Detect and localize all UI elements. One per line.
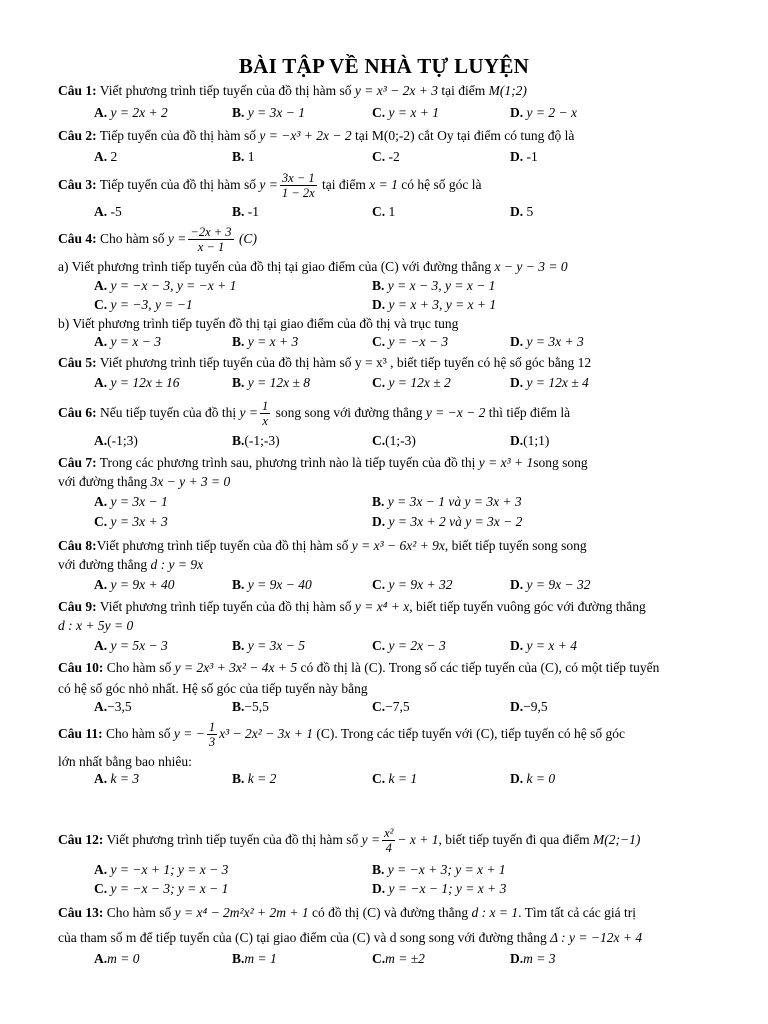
option-d[interactable]: D. y = 3x + 3 <box>510 334 584 349</box>
question-4: Câu 4: Cho hàm số y = $\frac{-2x + 3}{x - 1}$ (C) <box>58 225 257 255</box>
option-c[interactable]: C.−7,5 <box>372 699 410 714</box>
option-d[interactable]: D. y = x + 3, y = x + 1 <box>372 297 497 312</box>
option-b[interactable]: B. y = 12x ± 8 <box>232 375 311 390</box>
option-d[interactable]: D.−9,5 <box>510 699 548 714</box>
question-11-cont: lớn nhất bằng bao nhiêu: <box>58 754 192 769</box>
option-c[interactable]: C. -2 <box>372 149 400 164</box>
option-b[interactable]: B. y = 3x − 1 <box>232 105 305 120</box>
option-a[interactable]: A.(-1;3) <box>94 433 138 448</box>
option-a[interactable]: A. y = 3x − 1 <box>94 494 168 509</box>
question-11: Câu 11: Cho hàm số y = − $\frac{1}{3}$ x³ − 2x² − 3x + 1 (C). Trong các tiếp tuyến với (C), tiếp tuyến có hệ số góc <box>58 720 625 750</box>
question-9: Câu 9: Viết phương trình tiếp tuyến của đồ thị hàm số y = x⁴ + x, biết tiếp tuyến vuông góc với đường thẳng <box>58 599 646 614</box>
question-7-cont: với đường thẳng 3x − y + 3 = 0 <box>58 474 231 489</box>
option-b[interactable]: B. y = 3x − 1 và y = 3x + 3 <box>372 494 522 509</box>
question-text-2: tại điểm <box>441 83 486 98</box>
option-b[interactable]: B. 1 <box>232 149 255 164</box>
question-5: Câu 5: Viết phương trình tiếp tuyến của đồ thị hàm số y = x³ , biết tiếp tuyến có hệ số góc bằng 12 <box>58 355 592 370</box>
question-13: Câu 13: Cho hàm số y = x⁴ − 2m²x² + 2m + 1 có đồ thị (C) và đường thẳng d : x = 1. Tìm tất cả các giá trị <box>58 905 636 920</box>
point-expression: M(1;2) <box>488 83 527 98</box>
question-2: Câu 2: Tiếp tuyến của đồ thị hàm số y = −x³ + 2x − 2 tại M(0;-2) cắt Oy tại điểm có tung độ là <box>58 128 575 143</box>
option-c[interactable]: C. y = −x − 3; y = x − 1 <box>94 881 229 896</box>
option-d[interactable]: D.(1;1) <box>510 433 550 448</box>
option-c[interactable]: C. y = −3, y = −1 <box>94 297 193 312</box>
option-b[interactable]: B.(-1;-3) <box>232 433 280 448</box>
option-a[interactable]: A. y = −x + 1; y = x − 3 <box>94 862 229 877</box>
option-c[interactable]: C. y = 12x ± 2 <box>372 375 451 390</box>
question-6: Câu 6: Nếu tiếp tuyến của đồ thị y = $\frac{1}{x}$ song song với đường thẳng y = −x − 2 thì tiếp điểm là <box>58 399 571 429</box>
option-d[interactable]: D. y = 2 − x <box>510 105 577 120</box>
function-expression: y = x³ − 2x + 3 <box>354 83 438 98</box>
option-b[interactable]: B. -1 <box>232 204 260 219</box>
option-c[interactable]: C. y = 2x − 3 <box>372 638 446 653</box>
fraction: $\frac{\text{x²}}{4}$ <box>384 826 394 856</box>
option-b[interactable]: B. y = 9x − 40 <box>232 577 312 592</box>
option-c[interactable]: C.m = ±2 <box>372 951 425 966</box>
option-c[interactable]: C. y = 9x + 32 <box>372 577 453 592</box>
option-a[interactable]: A. y = 9x + 40 <box>94 577 175 592</box>
option-a[interactable]: A. y = x − 3 <box>94 334 161 349</box>
option-b[interactable]: B. y = x − 3, y = x − 1 <box>372 278 496 293</box>
option-d[interactable]: D. y = 12x ± 4 <box>510 375 589 390</box>
option-d[interactable]: D. y = x + 4 <box>510 638 577 653</box>
option-a[interactable]: A.−3,5 <box>94 699 132 714</box>
option-c[interactable]: C. y = 3x + 3 <box>94 514 168 529</box>
question-12: Câu 12: Viết phương trình tiếp tuyến của đồ thị hàm số y = $\frac{\text{x²}}{4}$ − x + 1, biết tiếp tuyến đi qua điểm M(2;−1) <box>58 826 641 856</box>
question-text: Viết phương trình tiếp tuyến của đồ thị hàm số <box>99 83 352 98</box>
question-4b: b) Viết phương trình tiếp tuyến đồ thị tại giao điểm của đồ thị và trục tung <box>58 316 459 331</box>
option-d[interactable]: D.m = 3 <box>510 951 556 966</box>
option-d[interactable]: D. -1 <box>510 149 538 164</box>
option-b[interactable]: B. y = −x + 3; y = x + 1 <box>372 862 506 877</box>
question-8-cont: với đường thẳng d : y = 9x <box>58 557 204 572</box>
fraction: $\frac{3x - 1}{1 - 2x}$ <box>281 171 315 201</box>
option-a[interactable]: A. y = 2x + 2 <box>94 105 168 120</box>
option-b[interactable]: B. y = x + 3 <box>232 334 299 349</box>
question-13-cont: của tham số m để tiếp tuyến của (C) tại giao điểm của (C) và d song song với đường thẳng Δ : y = −12x + 4 <box>58 930 643 945</box>
option-b[interactable]: B.m = 1 <box>232 951 277 966</box>
question-9-cont: d : x + 5y = 0 <box>58 618 134 633</box>
question-3: Câu 3: Tiếp tuyến của đồ thị hàm số y = $\frac{3x - 1}{1 - 2x}$ tại điểm x = 1 có hệ số góc là <box>58 171 482 201</box>
option-a[interactable]: A.m = 0 <box>94 951 140 966</box>
option-c[interactable]: C. k = 1 <box>372 771 418 786</box>
question-10: Câu 10: Cho hàm số y = 2x³ + 3x² − 4x + 5 có đồ thị là (C). Trong số các tiếp tuyến của (C), có một tiếp tuyến <box>58 660 660 675</box>
option-d[interactable]: D. y = 9x − 32 <box>510 577 591 592</box>
option-c[interactable]: C.(1;-3) <box>372 433 416 448</box>
option-d[interactable]: D. k = 0 <box>510 771 556 786</box>
question-label: Câu 1: <box>58 83 97 98</box>
option-a[interactable]: A. y = −x − 3, y = −x + 1 <box>94 278 237 293</box>
fraction: $\frac{1}{3}$ <box>208 720 216 750</box>
option-a[interactable]: A. 2 <box>94 149 118 164</box>
option-c[interactable]: C. y = −x − 3 <box>372 334 449 349</box>
question-10-cont: có hệ số góc nhỏ nhất. Hệ số góc của tiếp tuyến này bằng <box>58 681 368 696</box>
option-d[interactable]: D. y = −x − 1; y = x + 3 <box>372 881 507 896</box>
option-b[interactable]: B. k = 2 <box>232 771 277 786</box>
option-b[interactable]: B. y = 3x − 5 <box>232 638 305 653</box>
question-1 <box>58 82 527 100</box>
page-title: BÀI TẬP VỀ NHÀ TỰ LUYỆN <box>238 54 530 78</box>
option-b[interactable]: B.−5,5 <box>232 699 269 714</box>
question-7: Câu 7: Trong các phương trình sau, phương trình nào là tiếp tuyến của đồ thị y = x³ + 1song song <box>58 455 588 470</box>
fraction: $\frac{1}{x}$ <box>261 399 269 429</box>
option-a[interactable]: A. y = 12x ± 16 <box>94 375 180 390</box>
option-d[interactable]: D. 5 <box>510 204 534 219</box>
option-d[interactable]: D. y = 3x + 2 và y = 3x − 2 <box>372 514 523 529</box>
fraction: $\frac{-2x + 3}{x - 1}$ <box>190 225 232 255</box>
option-a[interactable]: A. y = 5x − 3 <box>94 638 168 653</box>
question-4a: a) Viết phương trình tiếp tuyến của đồ thị tại giao điểm của (C) với đường thẳng x − y − 3 = 0 <box>58 259 568 274</box>
option-a[interactable]: A. -5 <box>94 204 122 219</box>
option-c[interactable]: C. 1 <box>372 204 396 219</box>
option-a[interactable]: A. k = 3 <box>94 771 140 786</box>
question-8: Câu 8:Viết phương trình tiếp tuyến của đồ thị hàm số y = x³ − 6x² + 9x, biết tiếp tuyến song song <box>58 538 587 553</box>
option-c[interactable]: C. y = x + 1 <box>372 105 439 120</box>
